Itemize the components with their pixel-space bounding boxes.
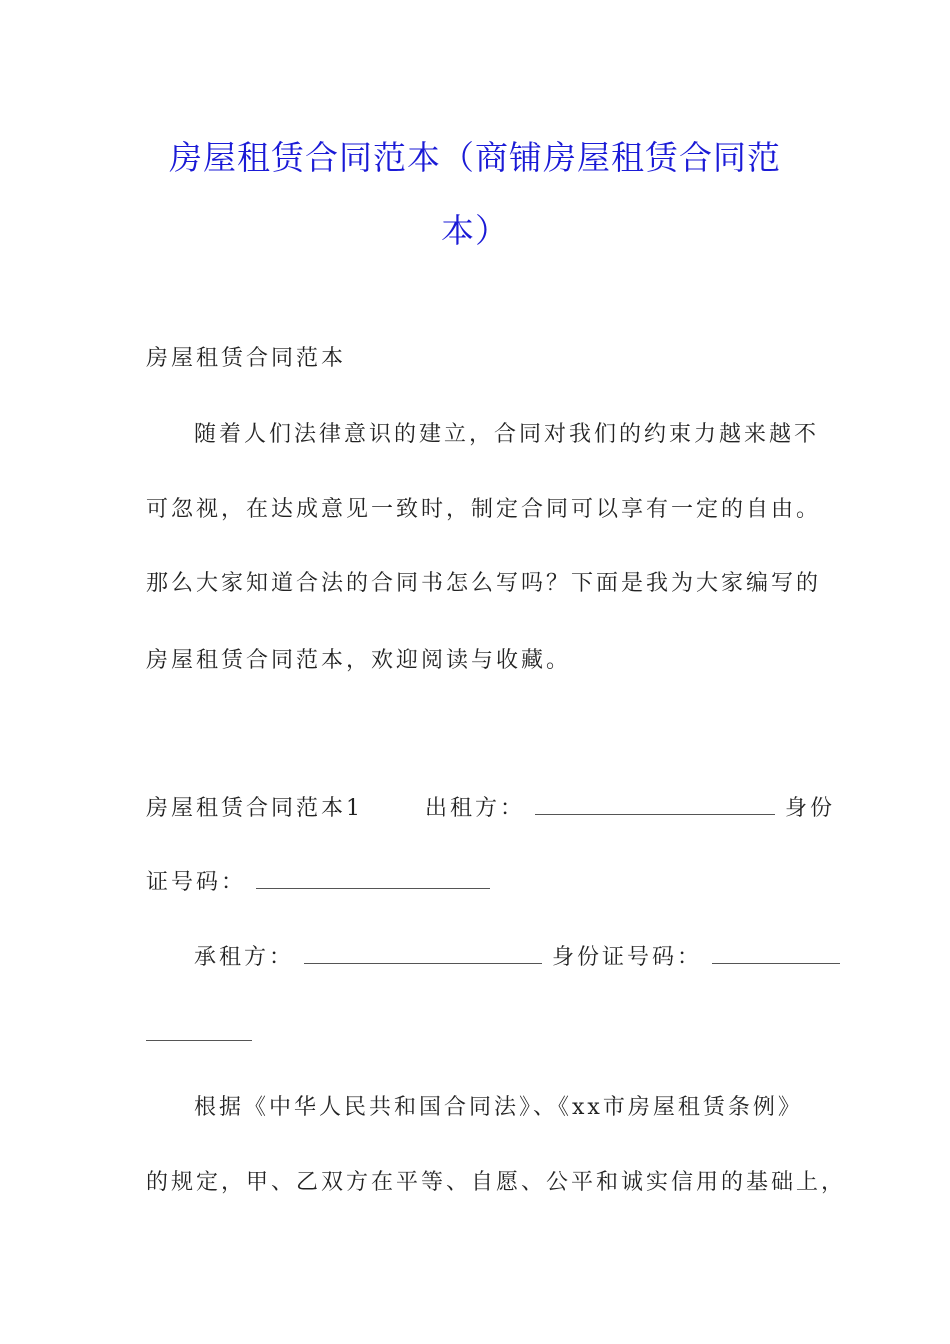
sample1-line-2 — [146, 868, 490, 898]
lessee-id-label: 身份证号码： — [552, 945, 703, 970]
document-title-line-2: 本） — [441, 211, 509, 250]
lessor-id-blank[interactable] — [256, 868, 490, 889]
sample1-label: 房屋租赁合同范本1 — [146, 796, 363, 821]
lessor-label: 出租方： — [425, 796, 526, 821]
document-title-line-1: 房屋租赁合同范本（商铺房屋租赁合同范 — [169, 138, 781, 177]
intro-line-4: 房屋租赁合同范本，欢迎阅读与收藏。 — [146, 648, 572, 673]
lessee-id-blank-continued[interactable] — [146, 1040, 252, 1041]
lessee-id-blank[interactable] — [712, 943, 840, 964]
sample1-line-1 — [146, 794, 835, 824]
intro-line-2: 可忽视，在达成意见一致时，制定合同可以享有一定的自由。 — [146, 497, 822, 522]
intro-line-3: 那么大家知道合法的合同书怎么写吗？下面是我为大家编写的 — [146, 571, 822, 596]
lessor-id-label-part2: 证号码： — [146, 870, 247, 895]
lessor-name-blank[interactable] — [535, 794, 775, 815]
section-heading: 房屋租赁合同范本 — [146, 346, 347, 371]
lessor-id-label-part1: 身份 — [785, 796, 836, 821]
lessee-name-blank[interactable] — [304, 943, 542, 964]
intro-line-1: 随着人们法律意识的建立，合同对我们的约束力越来越不 — [194, 422, 820, 447]
lessee-label: 承租方： — [194, 945, 295, 970]
basis-line-2: 的规定，甲、乙双方在平等、自愿、公平和诚实信用的基础上， — [146, 1170, 847, 1195]
lessee-line — [194, 943, 840, 973]
basis-line-1: 根据《中华人民共和国合同法》、《xx市房屋租赁条例》 — [194, 1095, 803, 1120]
